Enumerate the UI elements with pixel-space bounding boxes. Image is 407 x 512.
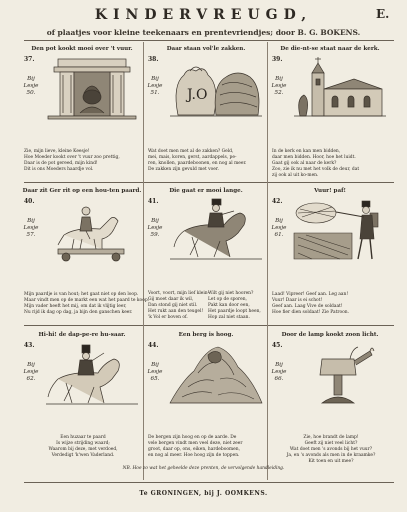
verse-column-right: Wilt gij niet hooren? Let op de sporen, Pakt kan door een, Het paardje loopt heen, Hop zal niet staan. bbox=[208, 291, 261, 320]
panel-verse: Zie, hoe brandt de lamp! Geeft zij niet veel licht? Wat doet men 's avonds bij het vuur? Ja, en 's avonds als men in de kraamke? Kit toen en uit mee? bbox=[286, 435, 376, 464]
hussar-illustration bbox=[44, 341, 140, 407]
panel-number: 44. bbox=[148, 342, 159, 349]
lesson-reference: Bij Lesje 50. bbox=[23, 76, 39, 96]
sheet-letter: E. bbox=[376, 7, 390, 21]
mountain-illustration bbox=[168, 341, 264, 407]
panel-caption: Hi-hi! de dap-pe-re hu-saar. bbox=[38, 332, 126, 338]
panel-verse: Een huzaar te paard Is wijze strijding waard; Waarom bij deze, met verdoed, Verdedigt 'k'wen Vaderland. bbox=[48, 435, 118, 458]
panel-verse: De bergen zijn hoog en op de aarde. De vele bergen vindt men veel deze, niet zeer groot, daar op, ons, eiken, hardeboomen, en nog al meer. Hoe hoog zijn de toppen. bbox=[148, 435, 243, 458]
panel-number: 42. bbox=[272, 198, 283, 205]
top-rule bbox=[24, 40, 394, 41]
lesson-reference: Bij Lesje 52. bbox=[271, 76, 287, 96]
column-divider-1 bbox=[143, 42, 144, 480]
panel-caption: Die gaat er mooi lange. bbox=[169, 188, 243, 194]
footnote: NB. Hoe zo wat het geheelde deze prenten, de vervolgende handleiding. bbox=[122, 466, 285, 471]
panel-verse: Wat doet men met al de zakken? Geld, mei, mais, koren, gerst, aardappels, pe- ren, knollen, paardeboonen, en nog al meer. De zakken zijn gevuld met voer. bbox=[148, 149, 247, 172]
lesson-reference: Bij Lesje 65. bbox=[147, 362, 163, 382]
panel-caption: Vuur! paf! bbox=[314, 188, 346, 194]
panel-number: 38. bbox=[148, 56, 159, 63]
bottom-rule bbox=[24, 482, 394, 483]
panel-verse: Mijn paardje is van hout; het gaat niet op den loop. Maar vindt men op de markt een wat het paard te koop. Mijn vader heeft het mij, om dat ik vlijtig leer, Nu rijd ik dag op dag, ja bijn den ganschen keer. bbox=[24, 292, 150, 315]
panel-caption: Door de lamp kookt zoon licht. bbox=[281, 332, 379, 338]
soldier-firing-illustration bbox=[292, 197, 388, 263]
panel-number: 37. bbox=[24, 56, 35, 63]
row-divider-2 bbox=[24, 325, 394, 326]
panel-number: 39. bbox=[272, 56, 283, 63]
panel-number: 43. bbox=[24, 342, 35, 349]
lesson-reference: Bij Lesje 51. bbox=[147, 76, 163, 96]
lesson-reference: Bij Lesje 61. bbox=[271, 218, 287, 238]
church-illustration bbox=[292, 55, 388, 121]
panel-verse: In de kerk en kan men bidden, daar men bidden. Hoor, hoe het luidt. Gaat gij ook al naar de kerk? Zoo, zie ik nu met het volk de deur, dat zij ook al uit ko-men. bbox=[272, 149, 360, 178]
panel-caption: Den pot kookt mooi over 't vuur. bbox=[31, 46, 133, 52]
panel-caption: De die-nt-se staat naar de kerk. bbox=[280, 46, 380, 52]
rider-on-horse-illustration bbox=[168, 197, 264, 263]
panel-caption: Een berg is hoog. bbox=[178, 332, 234, 338]
lesson-reference: Bij Lesje 66. bbox=[271, 362, 287, 382]
svg-text:J.O: J.O bbox=[187, 87, 208, 103]
publisher-imprint: Te GRONINGEN, bij J. OOMKENS. bbox=[139, 490, 268, 497]
wooden-horse-illustration bbox=[44, 197, 140, 263]
panel-number: 40. bbox=[24, 198, 35, 205]
verse-column-left: Voort, voort, mijn lief klein- Gij moet daar ik wil, Dan stond gij niet stil. Het rukt aan den teugel! 'k Vol er boven of. bbox=[148, 291, 210, 320]
sheet-title: KINDERVREUGD, bbox=[94, 7, 313, 23]
lesson-reference: Bij Lesje 57. bbox=[23, 218, 39, 238]
fireplace-illustration bbox=[44, 55, 140, 121]
panel-caption: Daar staan vol'le zakken. bbox=[166, 46, 246, 52]
panel-verse: Zie, mijn lieve, kleine Keesje! Hoe Moeder kookt over 't vuur zoo prettig, Daar is de pot gereed, mijn kind! Dit is ons Moeders haardje vol. bbox=[24, 149, 120, 172]
panel-caption: Daar zit Ger rit op een hou-ten paard. bbox=[22, 188, 142, 194]
row-divider-1 bbox=[24, 182, 394, 183]
oil-lamp-illustration bbox=[292, 341, 388, 407]
lesson-reference: Bij Lesje 59. bbox=[147, 218, 163, 238]
panel-verse: Laad! Vipreer! Geef aan. Leg aan! Vuur! Daar is ei schot! Geef aan. Laag Vive de soldaat! Hoe fier dien soldaat! Zie Patroon. bbox=[272, 292, 349, 315]
sheet-subtitle: of plaatjes voor kleine teekenaars en prentevriendjes; door B. G. BOKENS. bbox=[46, 28, 361, 37]
column-divider-2 bbox=[267, 42, 268, 480]
sacks-illustration bbox=[168, 55, 264, 121]
panel-number: 45. bbox=[272, 342, 283, 349]
panel-number: 41. bbox=[148, 198, 159, 205]
lesson-reference: Bij Lesje 62. bbox=[23, 362, 39, 382]
